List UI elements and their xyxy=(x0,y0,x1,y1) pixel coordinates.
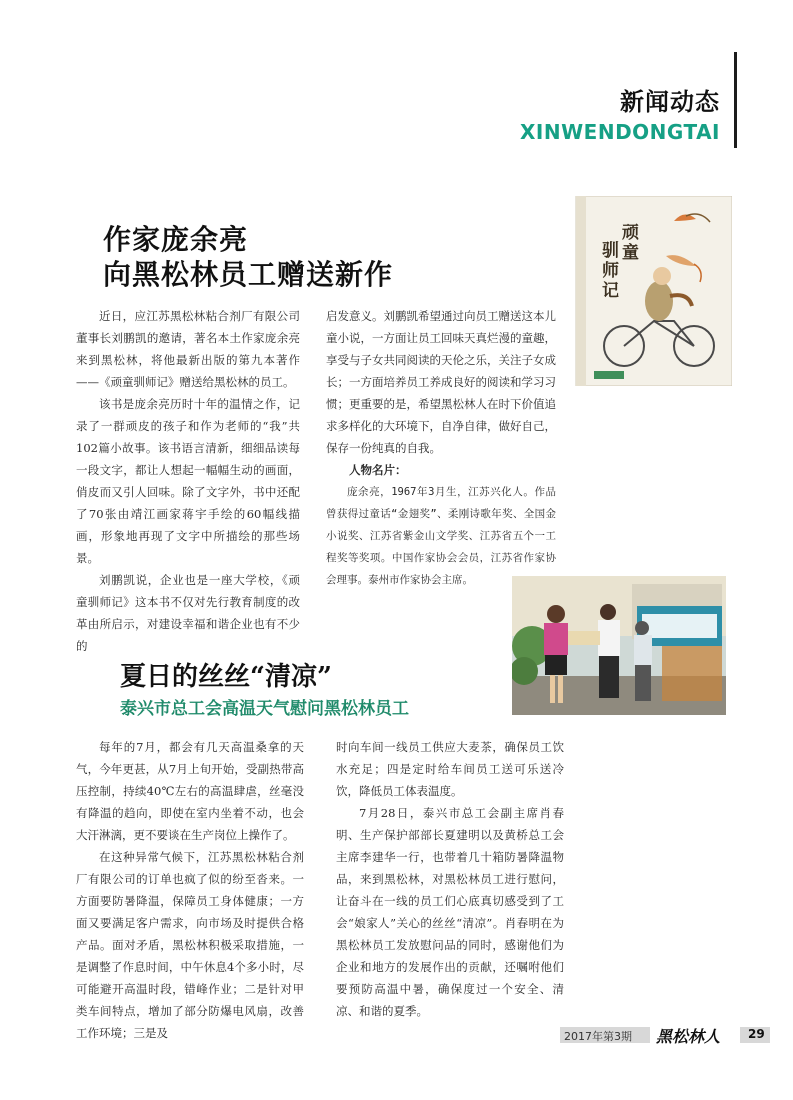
book-title-char: 驯 xyxy=(602,241,619,261)
book-title-char: 记 xyxy=(602,281,619,301)
article1-column2 xyxy=(326,305,556,591)
article2-column1 xyxy=(76,736,304,1044)
footer-magazine-logo: 黑松林人 xyxy=(656,1027,721,1046)
article2-paragraph: 时向车间一线员工供应大麦茶，确保员工饮水充足；四是定时给车间员工送可乐送冷饮，降低员工体表温度。 xyxy=(336,740,564,798)
article2-paragraph: 在这种异常气候下，江苏黑松林粘合剂厂有限公司的订单也疯了似的纷至沓来。一方面要防暑降温，保障员工身体健康；一方面又要满足客户需求，向市场及时提供合格产品。面对矛盾，黑松林积极采取措施，一是调整了作息时间，中午休息4个多小时，尽可能避开高温时段，错峰作业；二是针对甲类车间特点，增加了部分防爆电风扇，改善工作环境；三是及 xyxy=(76,850,304,1040)
article2-paragraph: 7月28日，泰兴市总工会副主席肖春明、生产保护部部长夏建明以及黄桥总工会主席李建华一行，也带着几十箱防暑降温物品，来到黑松林，对黑松林员工进行慰问，让奋斗在一线的员工们心底真切感受到了工会“娘家人”关心的丝丝“清凉”。肖春明在为黑松林员工发放慰问品的同时，感谢他们为企业和地方的发展作出的贡献，还嘱咐他们要预防高温中暑，确保度过一个安全、清凉、和谐的夏季。 xyxy=(336,806,564,1018)
article1-paragraph: 刘鹏凯说，企业也是一座大学校，《顽童驯师记》这本书不仅对先行教育制度的改革由所启示，对建设幸福和谐企业也有不少的 xyxy=(76,573,300,653)
article1-paragraph: 近日，应江苏黑松林粘合剂厂有限公司董事长刘鹏凯的邀请，著名本土作家庞余亮来到黑松林，将他最新出版的第九本著作——《顽童驯师记》赠送给黑松林的员工。 xyxy=(76,309,300,389)
event-photo xyxy=(512,576,726,715)
article2-title: 夏日的丝丝“清凉” xyxy=(120,662,332,692)
article2-column2 xyxy=(336,736,564,1022)
article1-paragraph: 启发意义。刘鹏凯希望通过向员工赠送这本儿童小说，一方面让员工回味天真烂漫的童趣，享受与子女共同阅读的天伦之乐，关注子女成长；一方面培养员工养成良好的阅读和学习习惯；更重要的是，希望黑松林人在时下价值追求多样化的大环境下，自净自律，做好自己，保存一份纯真的自我。 xyxy=(326,309,556,455)
page-footer xyxy=(560,1024,770,1046)
article1-title-line2: 向黑松林员工赠送新作 xyxy=(103,258,394,291)
book-title-char: 童 xyxy=(622,243,639,263)
bio-heading: 人物名片： xyxy=(349,463,407,477)
footer-issue: 2017年第3期 xyxy=(564,1030,632,1043)
article2-paragraph: 每年的7月，都会有几天高温桑拿的天气，今年更甚，从7月上旬开始，受副热带高压控制，持续40℃左右的高温肆虐，丝毫没有降温的趋向，即使在室内坐着不动，也会大汗淋漓，更不要谈在生产岗位上操作了。 xyxy=(76,740,304,842)
section-title-cn: 新闻动态 xyxy=(620,88,720,116)
bio-text: 庞余亮，1967年3月生，江苏兴化人。作品曾获得过童话“金翅奖”、柔刚诗歌年奖、全国金小说奖、江苏省紫金山文学奖、江苏省五个一工程奖等奖项。中国作家协会会员，江苏省作家协会理事。泰州市作家协会主席。 xyxy=(326,486,556,586)
article1-paragraph: 该书是庞余亮历时十年的温情之作，记录了一群顽皮的孩子和作为老师的“我”共102篇小故事。该书语言清新，细细品读每一段文字，都让人想起一幅幅生动的画面，俏皮而又引人回味。除了文字外，书中还配了70张由靖江画家蒋宇手绘的60幅线描画，形象地再现了文字中所描绘的那些场景。 xyxy=(76,397,300,565)
article2-subtitle: 泰兴市总工会高温天气慰问黑松林员工 xyxy=(120,699,409,719)
book-title-char: 顽 xyxy=(622,223,639,243)
article1-title-line1: 作家庞余亮 xyxy=(103,223,249,256)
header-divider xyxy=(734,52,737,148)
book-title-char: 师 xyxy=(602,261,619,281)
book-cover-image xyxy=(574,196,732,386)
article1-column1 xyxy=(76,305,300,657)
page-number: 29 xyxy=(748,1027,765,1041)
section-title-en: XINWENDONGTAI xyxy=(520,120,720,144)
